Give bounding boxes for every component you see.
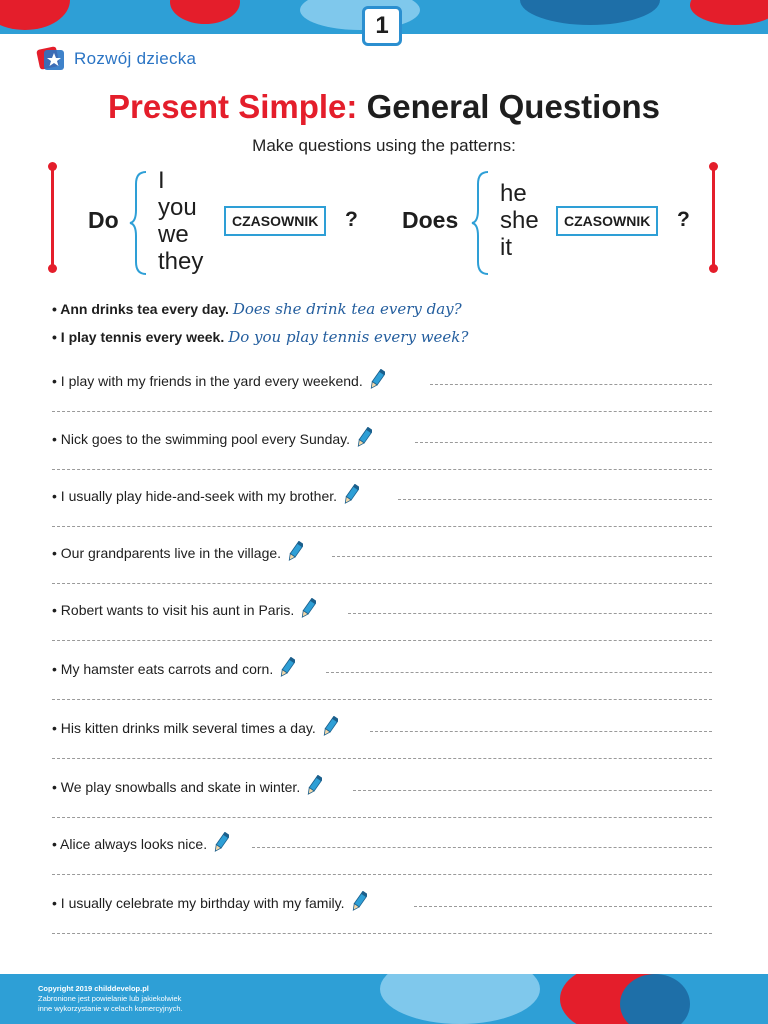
pronoun: they [158, 248, 204, 275]
exercise-sentence [52, 598, 316, 620]
page-number-badge [362, 6, 402, 46]
exercise-item [52, 598, 712, 658]
decorative-blob [620, 974, 690, 1024]
verb-placeholder-box: CZASOWNIK [556, 206, 658, 236]
does-auxiliary: Does [402, 207, 459, 233]
example-sentence [52, 328, 468, 346]
exercise-item [52, 484, 712, 544]
page-title [0, 88, 768, 126]
exercise-sentence [52, 541, 303, 563]
answer-line[interactable] [52, 469, 712, 470]
decorative-blob [520, 0, 660, 25]
copyright-line: Zabronione jest powielanie lub jakiekolwiek [38, 994, 182, 1003]
exercise-text: • Our grandparents live in the village. [52, 545, 282, 561]
question-mark: ? [677, 208, 690, 231]
brand-name: Rozwój dziecka [74, 49, 197, 68]
answer-line[interactable] [52, 817, 712, 818]
do-auxiliary: Do [88, 207, 119, 233]
exercise-text: • Alice always looks nice. [52, 836, 208, 852]
exercise-sentence [52, 369, 385, 391]
does-pronoun-list [500, 180, 539, 261]
pencil-icon [356, 427, 372, 449]
exercise-item [52, 541, 712, 601]
copyright-notice [38, 984, 183, 1014]
exercise-item [52, 775, 712, 835]
decorative-blob [170, 0, 240, 24]
left-curly-brace-icon [128, 170, 150, 276]
pronoun: she [500, 207, 539, 234]
exercise-text: • My hamster eats carrots and corn. [52, 661, 274, 677]
answer-line[interactable] [52, 758, 712, 759]
answer-line[interactable] [414, 906, 712, 907]
left-curly-brace-icon [470, 170, 492, 276]
page-number: 1 [375, 12, 389, 39]
exercise-sentence [52, 832, 229, 854]
exercise-text: • Nick goes to the swimming pool every Sunday. [52, 431, 350, 447]
pencil-icon [300, 598, 316, 620]
left-red-bracket [48, 162, 56, 272]
answer-line[interactable] [332, 556, 712, 557]
exercise-text: • I play with my friends in the yard every weekend. [52, 373, 363, 389]
exercise-sentence [52, 427, 372, 449]
exercise-sentence [52, 891, 367, 913]
answer-line[interactable] [353, 790, 712, 791]
verb-placeholder-box: CZASOWNIK [224, 206, 326, 236]
title-tense: Present Simple: [107, 88, 358, 125]
exercise-sentence [52, 716, 338, 738]
pronoun: you [158, 194, 197, 221]
pencil-icon [279, 657, 295, 679]
star-logo-icon [36, 44, 66, 74]
answer-line[interactable] [52, 526, 712, 527]
exercise-text: • I usually celebrate my birthday with my family. [52, 895, 345, 911]
example-answer: Does she drink tea every day? [232, 300, 462, 318]
answer-line[interactable] [52, 874, 712, 875]
pencil-icon [306, 775, 322, 797]
answer-line[interactable] [370, 731, 712, 732]
exercise-sentence [52, 775, 322, 797]
do-pronoun-list [158, 167, 203, 275]
exercise-item [52, 832, 712, 892]
decorative-blob [380, 974, 540, 1024]
answer-line[interactable] [52, 583, 712, 584]
exercise-item [52, 891, 712, 951]
answer-line[interactable] [52, 933, 712, 934]
right-red-bracket [709, 162, 717, 272]
answer-line[interactable] [398, 499, 712, 500]
exercise-sentence [52, 484, 359, 506]
exercise-text: • I usually play hide-and-seek with my brother. [52, 488, 338, 504]
exercise-text: • We play snowballs and skate in winter. [52, 779, 301, 795]
pencil-icon [213, 832, 229, 854]
decorative-blob [0, 0, 70, 30]
exercise-item [52, 369, 712, 429]
answer-line[interactable] [326, 672, 712, 673]
answer-line[interactable] [348, 613, 712, 614]
exercise-text: • Robert wants to visit his aunt in Paris. [52, 602, 295, 618]
answer-line[interactable] [52, 640, 712, 641]
exercise-item [52, 427, 712, 487]
pronoun: we [158, 221, 189, 248]
answer-line[interactable] [52, 699, 712, 700]
example-prompt: • I play tennis every week. [52, 329, 225, 345]
example-prompt: • Ann drinks tea every day. [52, 301, 229, 317]
pronoun: I [158, 167, 165, 194]
instruction-text: Make questions using the patterns: [252, 136, 516, 155]
answer-line[interactable] [252, 847, 712, 848]
exercise-sentence [52, 657, 295, 679]
pencil-icon [343, 484, 359, 506]
copyright-line: inne wykorzystanie w celach komercyjnych. [38, 1004, 183, 1013]
title-topic: General Questions [366, 88, 661, 125]
decorative-blob [690, 0, 768, 25]
exercise-item [52, 716, 712, 776]
pronoun: he [500, 180, 527, 207]
example-answer: Do you play tennis every week? [228, 328, 469, 346]
pencil-icon [287, 541, 303, 563]
answer-line[interactable] [52, 411, 712, 412]
answer-line[interactable] [415, 442, 712, 443]
brand-logo [36, 44, 196, 74]
pencil-icon [369, 369, 385, 391]
question-mark: ? [345, 208, 358, 231]
example-sentence [52, 300, 462, 318]
copyright-line: Copyright 2019 childdevelop.pl [38, 984, 149, 993]
pronoun: it [500, 234, 512, 261]
pencil-icon [322, 716, 338, 738]
answer-line[interactable] [430, 384, 712, 385]
pencil-icon [351, 891, 367, 913]
exercise-text: • His kitten drinks milk several times a day. [52, 720, 316, 736]
exercise-item [52, 657, 712, 717]
decorative-blob [300, 0, 420, 30]
